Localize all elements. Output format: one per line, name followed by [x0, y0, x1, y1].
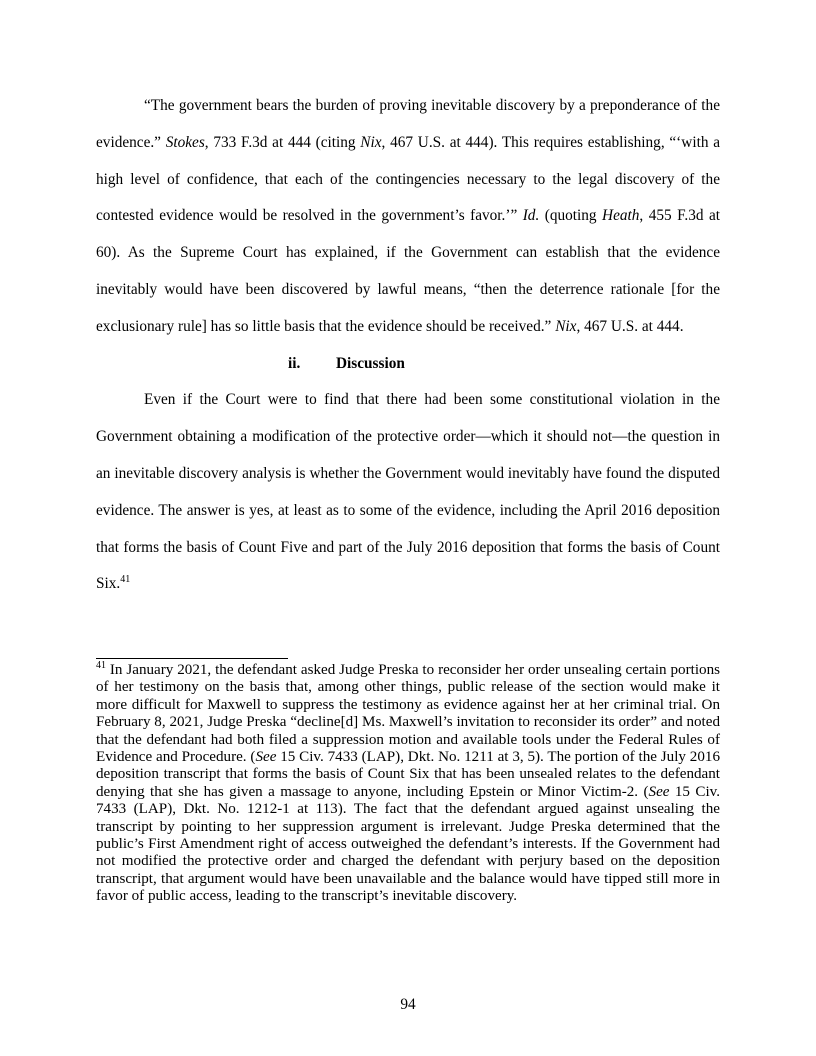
text-run: “The government bears the burden of proving inevitable discovery by a preponderance of the evidence.”: [96, 97, 720, 151]
paragraph-discussion: [96, 382, 720, 603]
text-run: , 467 U.S. at 444.: [576, 317, 684, 335]
footnote-mark: 41: [96, 659, 106, 671]
section-heading: [96, 346, 720, 383]
text-run: , 467 U.S. at 444). This requires establishing, “‘with a high level of confidence, that each of the contingencies necessary to the legal discovery of the contested evidence would be resolved in the government’s favor.’”: [96, 133, 720, 225]
section-number: ii.: [288, 354, 301, 372]
text-run: 15 Civ. 7433 (LAP), Dkt. No. 1211 at 3, 5). The portion of the July 2016 deposition transcript that forms the basis of Count Six that has been unsealed relates to the defendant denying that she has given a massage to anyone, including Epstein or Minor Victim-2. (: [96, 749, 720, 800]
case-citation: Nix: [555, 317, 577, 335]
text-run: , 455 F.3d at 60). As the Supreme Court has explained, if the Government can establish that the evidence inevitably would have been discovered by lawful means, “then the deterrence rationale [for the exclusionary rule] has so little basis that the evidence should be received.”: [96, 207, 720, 335]
page-number: 94: [400, 996, 416, 1013]
footnote-41: [96, 659, 720, 906]
signal-see: See: [255, 749, 277, 766]
text-run: , 733 F.3d at 444 (citing: [204, 133, 361, 151]
paragraph-inevitable-discovery-standard: [96, 88, 720, 346]
footnote-reference[interactable]: 41: [120, 574, 131, 586]
text-run: (quoting: [539, 207, 603, 225]
text-run: In January 2021, the defendant asked Judge Preska to reconsider her order unsealing certain portions of her testimony on the basis that, among other things, public release of the section would make it more difficult for Maxwell to suppress the testimony as evidence against her at her criminal trial. On February 8, 2021, Judge Preska “decline[d] Ms. Maxwell’s invitation to reconsider its order” and noted that the defendant had both filed a suppression motion and available tools under the Federal Rules of Evidence and Procedure. (: [96, 662, 720, 766]
signal-see: See: [648, 783, 670, 800]
footnote-separator: [96, 658, 288, 659]
case-citation: Id.: [522, 207, 540, 225]
text-run: Even if the Court were to find that there had been some constitutional violation in the Government obtaining a modification of the protective order—which it should not—the question in an inevitable discovery analysis is whether the Government would inevitably have found the disputed evidence. The answer is yes, at least as to some of the evidence, including the April 2016 deposition that forms the basis of Count Five and part of the July 2016 deposition that forms the basis of Count Six.: [96, 391, 720, 593]
case-citation: Heath: [602, 207, 640, 225]
body-text: [96, 88, 720, 603]
section-title: Discussion: [336, 354, 405, 372]
case-citation: Nix: [360, 133, 382, 151]
text-run: 15 Civ. 7433 (LAP), Dkt. No. 1212-1 at 113). The fact that the defendant argued against unsealing the transcript by pointing to her suppression argument is irrelevant. Judge Preska determined that the public’s First Amendment right of access outweighed the defendant’s interests. If the Government had not modified the protective order and charged the defendant with perjury based on the deposition transcript, that argument would have been unavailable and the balance would have tipped still more in favor of public access, leading to the transcript’s inevitable discovery.: [96, 783, 720, 905]
case-citation: Stokes: [165, 133, 205, 151]
